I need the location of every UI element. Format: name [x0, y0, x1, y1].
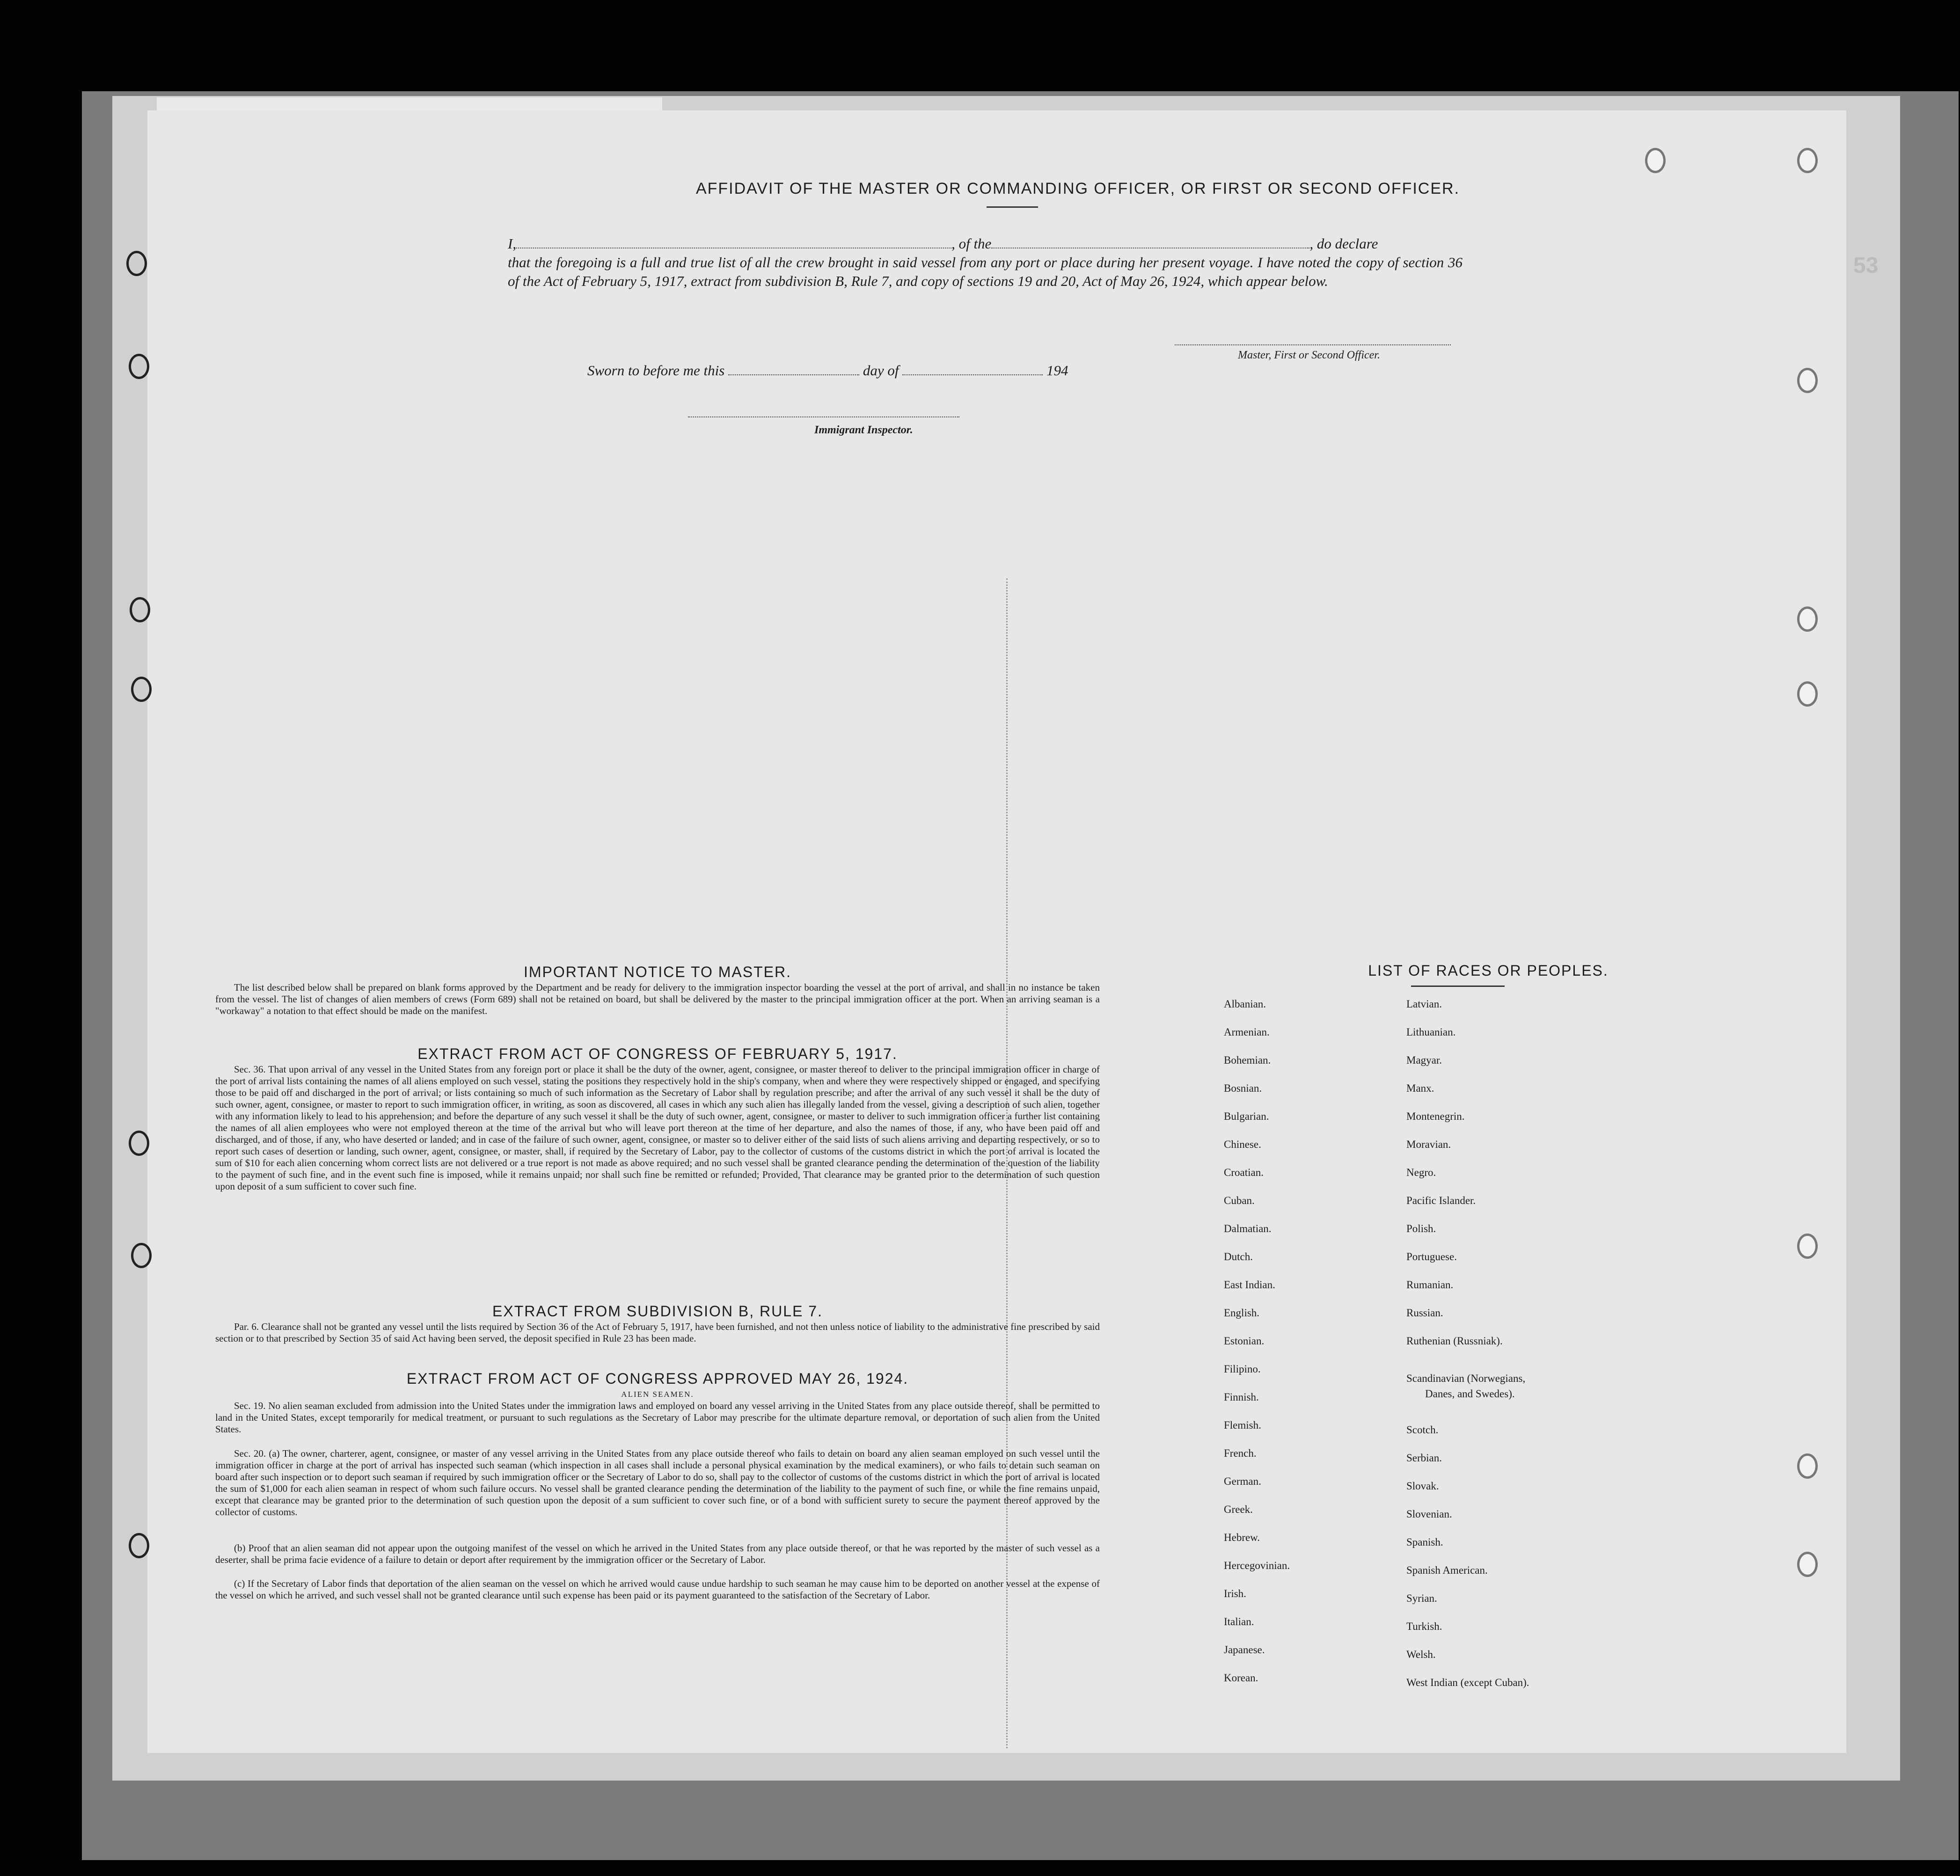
race-item: Russian.	[1406, 1307, 1443, 1319]
extract-rule7-title: EXTRACT FROM SUBDIVISION B, RULE 7.	[492, 1303, 823, 1320]
race-item: Spanish.	[1406, 1536, 1443, 1548]
punch-hole	[1797, 1234, 1818, 1259]
sheet-number: 53	[1853, 253, 1879, 278]
punch-hole	[131, 677, 152, 702]
day-blank[interactable]	[728, 364, 859, 375]
race-item: Croatian.	[1224, 1167, 1264, 1178]
race-item: Hercegovinian.	[1224, 1560, 1290, 1571]
notice-text: The list described below shall be prepared on blank forms approved by the Department and be ready for delivery to the immigration inspector boarding the vessel at the port of arrival, and shall in no instance be taken from the vessel. The list of changes of alien members of crews (Form 689) shall not be retained on board, but shall be delivered by the master to the principal immigration officer at the port. When an arriving seaman is a "workaway" a notation to that effect should be made on the manifest.	[215, 982, 1100, 1016]
day-of-label: day of	[863, 362, 899, 379]
form-page	[147, 110, 1846, 1753]
race-item: Chinese.	[1224, 1139, 1261, 1150]
race-item: Cuban.	[1224, 1195, 1255, 1206]
race-item: Slovak.	[1406, 1480, 1439, 1492]
i-label: I,	[508, 235, 517, 252]
inspector-caption: Immigrant Inspector.	[814, 424, 913, 436]
punch-hole	[129, 1131, 149, 1156]
race-item: Slovenian.	[1406, 1508, 1452, 1520]
race-item: Welsh.	[1406, 1649, 1436, 1660]
sec-20c-text: (c) If the Secretary of Labor finds that deportation of the alien seaman on the vessel on which he arrived would cause undue hardship to such seaman he may cause him to be deported on another vessel at the expense of the vessel on which he arrived, and such vessel shall not be granted clearance until such expense has been paid or its payment guaranteed to the satisfaction of the Secretary of Labor.	[215, 1578, 1100, 1601]
declaration	[508, 234, 1463, 291]
race-item: English.	[1224, 1307, 1260, 1319]
inspector-signature-line[interactable]	[688, 416, 959, 417]
sec-20a-text: Sec. 20. (a) The owner, charterer, agent, consignee, or master of any vessel arriving in the United States from any place outside thereof who fails to detain on board any alien seaman employed on such vessel until the immigration officer in charge at the port of arrival has inspected such seaman (which inspection in all cases shall include a personal physical examination by the medical examiners), or who fails to detain such seaman on board after such inspection or to deport such seaman if required by such immigration officer or the Secretary of Labor to do so, shall pay to the collector of customs of the customs district in which the port of arrival is located the sum of $1,000 for each alien seaman in respect of whom such failure occurs. No vessel shall be granted clearance pending the determination of the liability to the payment of such fine, or while the fine remains unpaid, except that clearance may be granted prior to the determination of such question upon the deposit of a sum sufficient to cover such fine, or of a bond with sufficient surety to secure the payment thereof approved by the collector of customs.	[215, 1448, 1100, 1518]
race-item: Greek.	[1224, 1504, 1253, 1515]
race-item: French.	[1224, 1447, 1257, 1459]
race-item: Flemish.	[1224, 1419, 1261, 1431]
do-declare-label: , do declare	[1309, 235, 1378, 252]
race-item: Polish.	[1406, 1223, 1436, 1234]
affidavit-title: AFFIDAVIT OF THE MASTER OR COMMANDING OFFICER, OR FIRST OR SECOND OFFICER.	[695, 180, 1460, 197]
race-item: Montenegrin.	[1406, 1110, 1465, 1122]
race-item: Hebrew.	[1224, 1532, 1260, 1543]
race-item: Finnish.	[1224, 1391, 1259, 1403]
race-item: Spanish American.	[1406, 1564, 1488, 1576]
master-caption: Master, First or Second Officer.	[1238, 349, 1380, 361]
punch-hole	[1797, 368, 1818, 393]
races-rule	[1411, 985, 1505, 987]
sec-20b-text: (b) Proof that an alien seaman did not appear upon the outgoing manifest of the vessel on which he arrived in the United States from any place outside thereof, or that he was reported by the master of such vessel as a deserter, shall be prima facie evidence of a failure to detain or deport after requirement by the immigration officer or the Secretary of Labor.	[215, 1542, 1100, 1565]
race-item: Estonian.	[1224, 1335, 1265, 1347]
punch-hole	[129, 354, 149, 379]
sworn-line	[587, 362, 1068, 379]
race-item: Ruthenian (Russniak).	[1406, 1335, 1503, 1347]
race-item: Negro.	[1406, 1167, 1436, 1178]
punch-hole	[130, 597, 150, 622]
punch-hole	[1797, 606, 1818, 632]
race-item: Korean.	[1224, 1672, 1258, 1684]
race-item: Dutch.	[1224, 1251, 1253, 1263]
vessel-blank[interactable]	[991, 236, 1309, 248]
race-item: Pacific Islander.	[1406, 1195, 1476, 1206]
race-item: Irish.	[1224, 1588, 1246, 1599]
sec-19-text: Sec. 19. No alien seaman excluded from admission into the United States under the immigration laws and employed on board any vessel arriving in the United States from any place outside thereof, shall be permitted to land in the United States, except temporarily for medical treatment, or pursuant to such regulations as the Secretary of Labor may prescribe for the ultimate departure removal, or deportation of such alien from the United States.	[215, 1400, 1100, 1435]
punch-hole	[1797, 1552, 1818, 1577]
race-item: Japanese.	[1224, 1644, 1265, 1656]
alien-seamen-heading: ALIEN SEAMEN.	[621, 1390, 694, 1399]
race-item: Portuguese.	[1406, 1251, 1457, 1263]
race-item: Bohemian.	[1224, 1054, 1271, 1066]
race-item: Turkish.	[1406, 1621, 1442, 1632]
punch-hole	[1645, 148, 1666, 173]
punch-hole	[129, 1533, 149, 1558]
race-item: German.	[1224, 1475, 1261, 1487]
master-signature-line[interactable]	[1175, 344, 1451, 345]
race-item: Bosnian.	[1224, 1082, 1262, 1094]
race-item: Filipino.	[1224, 1363, 1261, 1375]
month-blank[interactable]	[902, 364, 1043, 375]
extract-1917-title: EXTRACT FROM ACT OF CONGRESS OF FEBRUARY 5, 1917.	[417, 1045, 898, 1062]
extract-1917-text: Sec. 36. That upon arrival of any vessel in the United States from any foreign port or place it shall be the duty of the owner, agent, consignee, or master thereof to deliver to the principal immigration officer in charge of the port of arrival lists containing the names of all aliens employed on such vessel, stating the positions they respectively hold in the ship's company, when and where they were respectively shipped or engaged, and specifying those to be paid off and discharged in the port of arrival; or lists containing so much of such information as the Secretary of Labor shall by regulation prescribe; and after the arrival of any such vessel it shall be the duty of such owner, agent, consignee, or master to report to such immigration officer, in writing, as soon as discovered, all cases in which any such alien has illegally landed from the vessel, giving a description of such alien, together with any information likely to lead to his apprehension; and before the departure of any such vessel it shall be the duty of such owner, agent, consignee, or master to deliver to such immigration officer a further list containing the names of all alien employees who were not employed thereon at the time of the arrival but who will leave port thereon at the time of her departure, and also the names of those, if any, who have been paid off and discharged, and of those, if any, who have deserted or landed; and in case of the failure of such owner, agent, consignee, or master so to deliver either of the said lists of such aliens arriving and departing respectively, or so to report such cases of desertion or landing, such owner, agent, consignee, or master, shall, if required by the Secretary of Labor, pay to the collector of customs of the customs district in which the port of arrival is located the sum of $10 for each alien concerning whom correct lists are not delivered or a true report is not made as above required; and no such vessel shall be granted clearance pending the determination of the question of the liability to the payment of such fine, and in the event such fine is imposed, while it remains unpaid; nor shall such fine be remitted or refunded; Provided, That clearance may be granted prior to the determination of such question upon deposit of a sum sufficient to cover such fine.	[215, 1064, 1100, 1192]
race-item: Manx.	[1406, 1082, 1434, 1094]
sworn-label: Sworn to before me this	[587, 362, 725, 379]
master-name-blank[interactable]	[516, 236, 951, 248]
extract-rule7-text: Par. 6. Clearance shall not be granted any vessel until the lists required by Section 36 of the Act of February 5, 1917, have been furnished, and not then unless notice of liability to the administrative fine prescribed by said section or to that prescribed by Section 35 of said Act having been served, the deposit specified in Rule 23 has been made.	[215, 1321, 1100, 1344]
race-item: Moravian.	[1406, 1139, 1451, 1150]
races-title: LIST OF RACES OR PEOPLES.	[1368, 962, 1609, 979]
punch-hole	[1797, 681, 1818, 707]
punch-hole	[1797, 1453, 1818, 1479]
punch-hole	[126, 251, 147, 276]
race-item: Bulgarian.	[1224, 1110, 1269, 1122]
race-item: West Indian (except Cuban).	[1406, 1677, 1529, 1688]
title-rule	[987, 206, 1038, 208]
of-the-label: , of the	[951, 235, 992, 252]
extract-1924-title: EXTRACT FROM ACT OF CONGRESS APPROVED MAY 26, 1924.	[406, 1370, 909, 1387]
race-item: Latvian.	[1406, 998, 1442, 1010]
race-item: Rumanian.	[1406, 1279, 1454, 1291]
race-item: Armenian.	[1224, 1026, 1270, 1038]
punch-hole	[1797, 148, 1818, 173]
race-item: Magyar.	[1406, 1054, 1442, 1066]
race-item: Italian.	[1224, 1616, 1254, 1628]
declaration-text: that the foregoing is a full and true list of all the crew brought in said vessel from any port or place during her present voyage. I have noted the copy of section 36 of the Act of February 5, 1917, extract from subdivision B, Rule 7, and copy of sections 19 and 20, Act of May 26, 1924, which appear below.	[508, 254, 1463, 289]
year-label: 194	[1046, 362, 1068, 379]
race-item: Syrian.	[1406, 1592, 1437, 1604]
race-item: Dalmatian.	[1224, 1223, 1272, 1234]
race-item: Danes, and Swedes).	[1425, 1388, 1515, 1400]
race-item: Scotch.	[1406, 1424, 1439, 1436]
race-item: Albanian.	[1224, 998, 1266, 1010]
race-item: Scandinavian (Norwegians,	[1406, 1372, 1526, 1384]
notice-title: IMPORTANT NOTICE TO MASTER.	[524, 964, 791, 980]
punch-hole	[131, 1243, 152, 1268]
race-item: Lithuanian.	[1406, 1026, 1456, 1038]
race-item: East Indian.	[1224, 1279, 1275, 1291]
race-item: Serbian.	[1406, 1452, 1442, 1464]
